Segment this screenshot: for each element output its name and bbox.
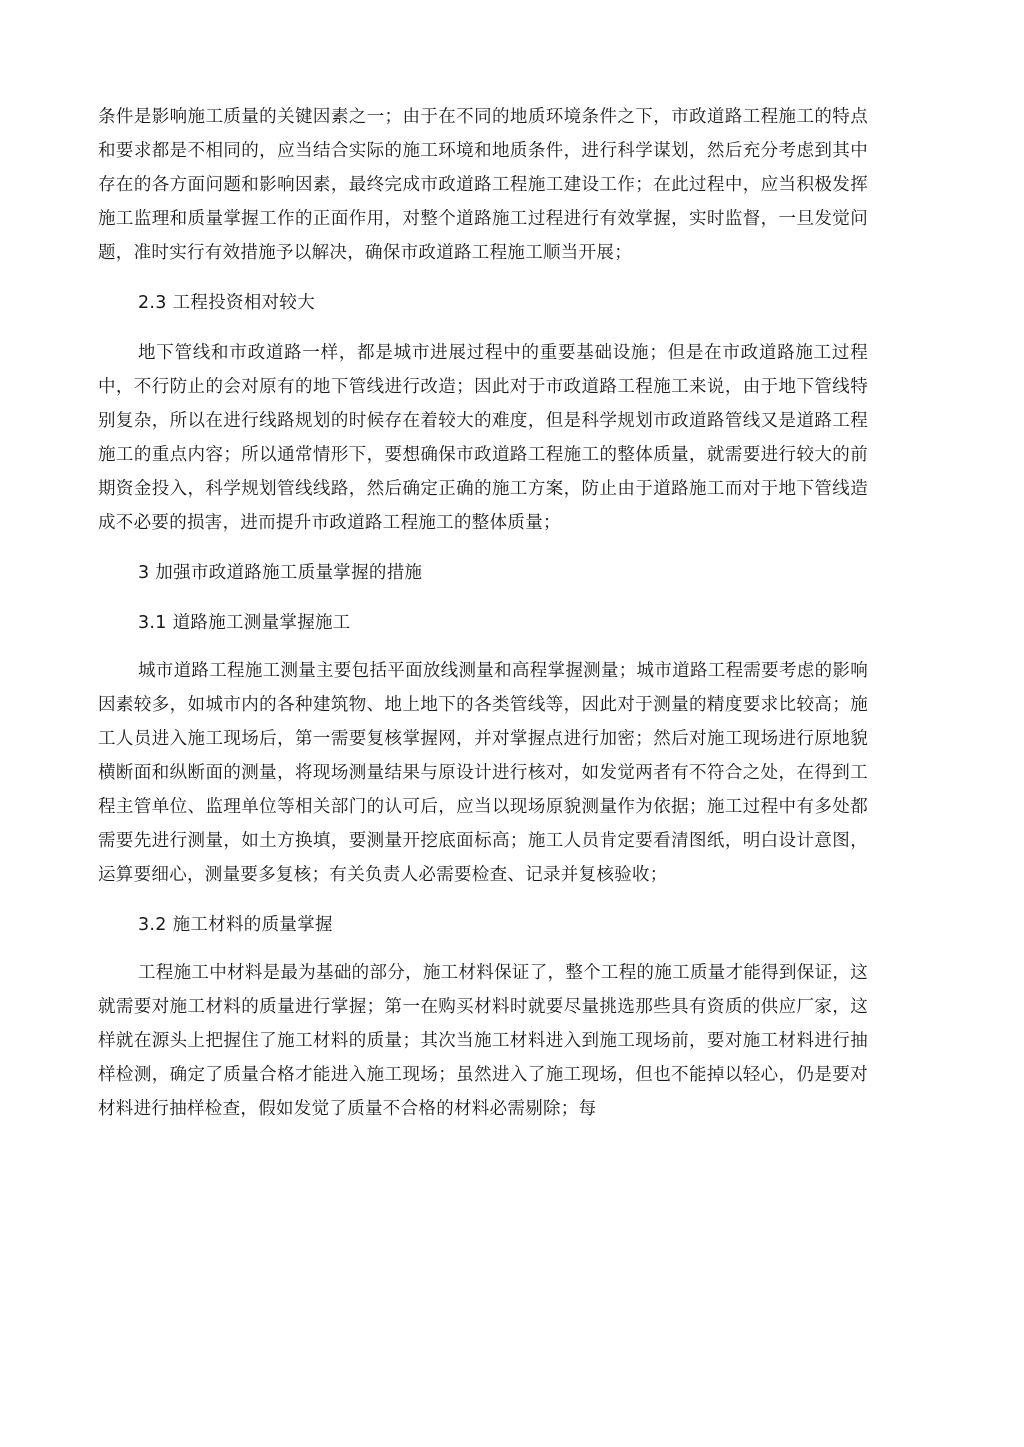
section-heading-3: 3 加强市政道路施工质量掌握的措施 <box>138 563 423 583</box>
section-heading-3-2: 3.2 施工材料的质量掌握 <box>138 915 333 935</box>
paragraph-material-quality: 工程施工中材料是最为基础的部分，施工材料保证了，整个工程的施工质量才能得到保证，这就需要对施工材料的质量进行掌握；第一在购买材料时就要尽量挑选那些具有资质的供应厂家，这样就在源头上把握住了施工材料的质量；其次当施工材料进入到施工现场前，要对施工材料进行抽样检测，确定了质量合格才能进入施工现场；虽然进入了施工现场，但也不能掉以轻心，仍是要对材料进行抽样检查，假如发觉了质量不合格的材料必需剔除；每 <box>98 963 868 1119</box>
paragraph-survey-control: 城市道路工程施工测量主要包括平面放线测量和高程掌握测量；城市道路工程需要考虑的影响因素较多，如城市内的各种建筑物、地上地下的各类管线等，因此对于测量的精度要求比较高；施工人员进入施工现场后，第一需要复核掌握网，并对掌握点进行加密；然后对施工现场进行原地貌横断面和纵断面的测量，将现场测量结果与原设计进行核对，如发觉两者有不符合之处，在得到工程主管单位、监理单位等相关部门的认可后，应当以现场原貌测量作为依据；施工过程中有多处都需要先进行测量，如土方换填，要测量开挖底面标高；施工人员肯定要看清图纸，明白设计意图，运算要细心，测量要多复核；有关负责人必需要检查、记录并复核验收； <box>98 661 868 885</box>
document-page <box>98 100 868 1126</box>
paragraph-geology-conditions: 条件是影响施工质量的关键因素之一；由于在不同的地质环境条件之下，市政道路工程施工的特点和要求都是不相同的，应当结合实际的施工环境和地质条件，进行科学谋划，然后充分考虑到其中存在的各方面问题和影响因素，最终完成市政道路工程施工建设工作；在此过程中，应当积极发挥施工监理和质量掌握工作的正面作用，对整个道路施工过程进行有效掌握，实时监督，一旦发觉问题，准时实行有效措施予以解决，确保市政道路工程施工顺当开展； <box>98 107 868 263</box>
paragraph-underground-pipelines: 地下管线和市政道路一样，都是城市进展过程中的重要基础设施；但是在市政道路施工过程中，不行防止的会对原有的地下管线进行改造；因此对于市政道路工程施工来说，由于地下管线特别复杂，所以在进行线路规划的时候存在着较大的难度，但是科学规划市政道路管线又是道路工程施工的重点内容；所以通常情形下，要想确保市政道路工程施工的整体质量，就需要进行较大的前期资金投入，科学规划管线线路，然后确定正确的施工方案，防止由于道路施工而对于地下管线造成不必要的损害，进而提升市政道路工程施工的整体质量； <box>98 343 868 533</box>
section-heading-3-1: 3.1 道路施工测量掌握施工 <box>138 613 351 633</box>
section-heading-2-3: 2.3 工程投资相对较大 <box>138 293 315 313</box>
